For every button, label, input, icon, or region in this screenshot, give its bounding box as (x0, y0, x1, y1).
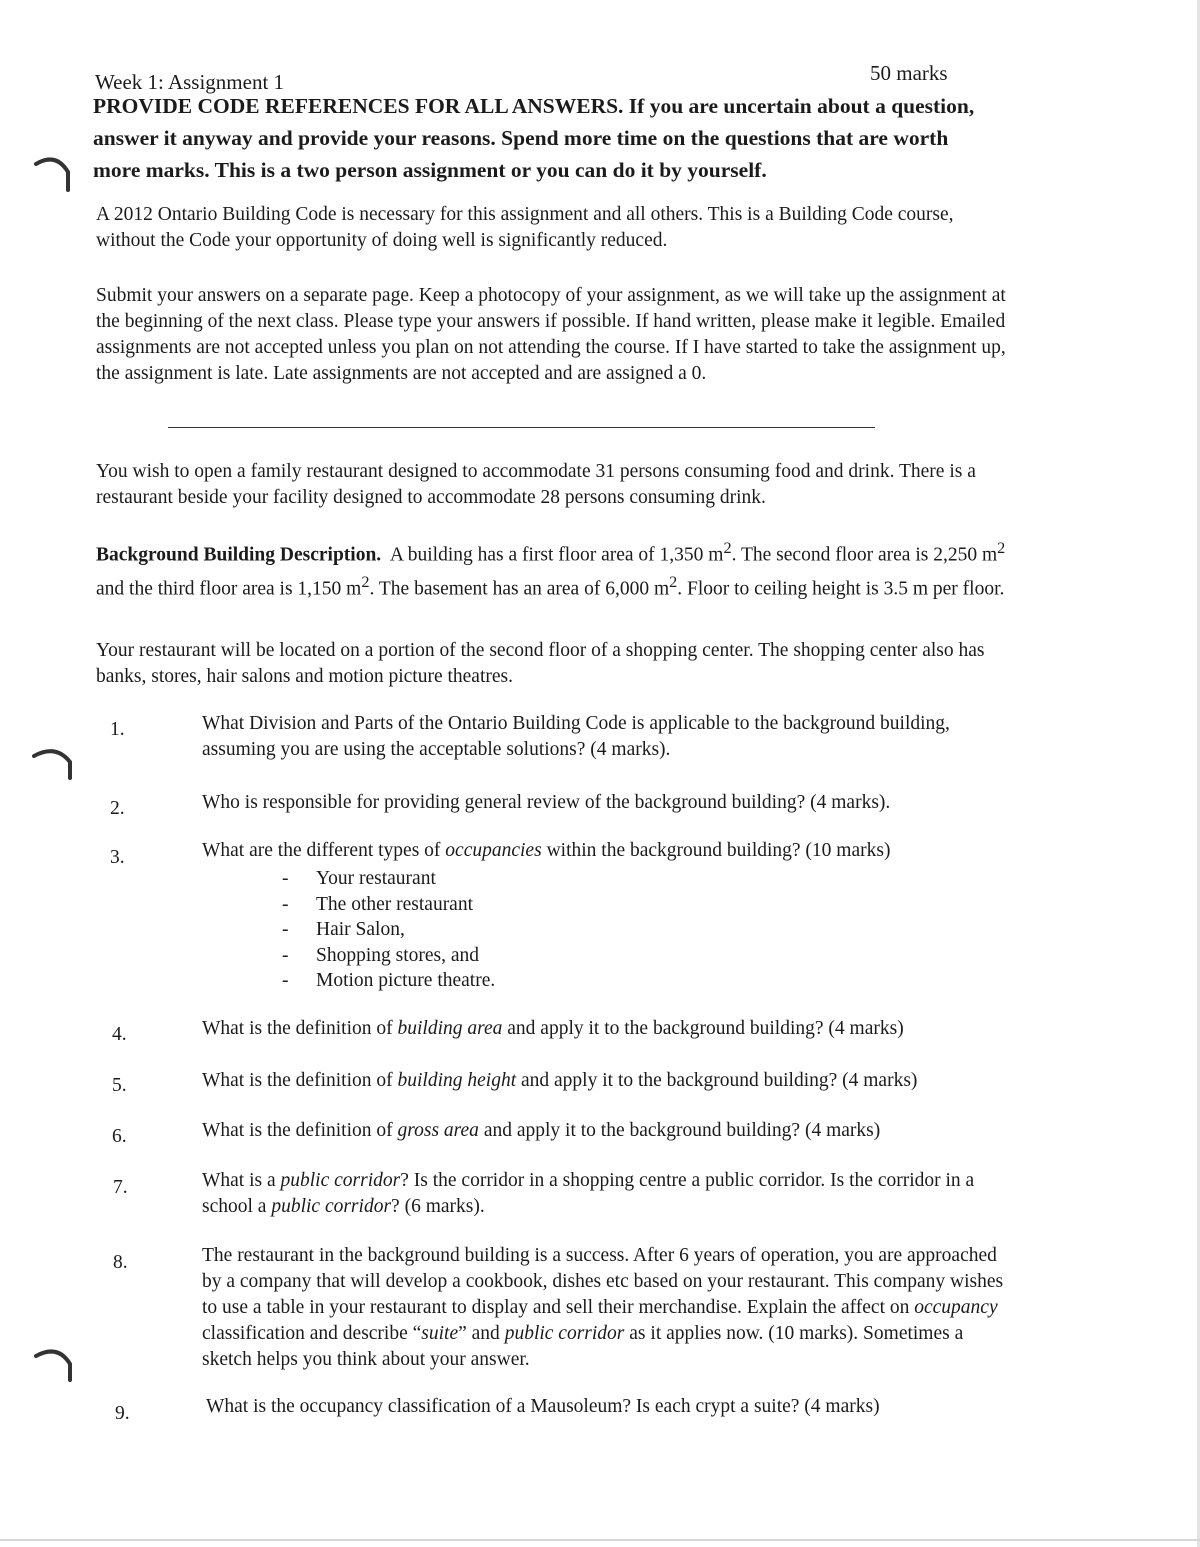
question-3-text (202, 838, 1022, 864)
question-number: 9. (115, 1403, 130, 1424)
question-3-pre: What are the different types of (202, 840, 446, 861)
question-number: 4. (112, 1024, 127, 1045)
location-paragraph: Your restaurant will be located on a portion of the second floor of a shopping center. The shopping center also has banks, stores, hair salons and motion picture theatres. (96, 640, 985, 687)
question-5-text (202, 1068, 1032, 1094)
question-8-mid2: ” and (458, 1323, 505, 1344)
question-number: 6. (112, 1126, 127, 1147)
list-item: - Shopping stores, and (282, 943, 495, 969)
question-6-pre: What is the definition of (202, 1120, 398, 1141)
term-occupancy: occupancy (914, 1297, 998, 1318)
submission-paragraph: Submit your answers on a separate page. Keep a photocopy of your assignment, as we will take up the assignment at the beginning of the next class. Please type your answers if possible. If hand written, please make it legible. Emailed assignments are not accepted unless you plan on not attending the course. If I have started to take the assignment up, the assignment is late. Late assignments are not accepted and are assigned a 0. (96, 285, 1006, 384)
scan-edge (0, 1539, 1200, 1541)
superscript: 2 (361, 572, 370, 591)
question-8-text (202, 1243, 1012, 1373)
question-4-pre: What is the definition of (202, 1018, 398, 1039)
list-item: - Motion picture theatre. (282, 968, 495, 994)
instructions-bold: PROVIDE CODE REFERENCES FOR ALL ANSWERS. If you are uncertain about a question, answer it anyway and provide your reasons. Spend more time on the questions that are worth more marks. This is a two person assignment or you can do it by yourself. (93, 94, 975, 182)
question-number: 8. (113, 1252, 128, 1273)
question-6-post: and apply it to the background building? (4 marks) (478, 1120, 881, 1141)
question-8-mid: classification and describe “ (202, 1323, 422, 1344)
question-number: 7. (113, 1177, 128, 1198)
question-7-pre: What is a (202, 1170, 281, 1191)
background-text: . Floor to ceiling height is 3.5 m per floor. (677, 578, 1005, 599)
question-7-text (202, 1168, 992, 1220)
term-public-corridor: public corridor (271, 1196, 392, 1217)
background-text: . The basement has an area of 6,000 m (369, 578, 670, 599)
section-divider (168, 427, 875, 428)
question-number: 2. (110, 798, 125, 819)
assignment-title: Week 1: Assignment 1 (95, 70, 285, 94)
superscript: 2 (997, 539, 1006, 557)
list-item: - The other restaurant (282, 892, 495, 918)
background-text: . The second floor area is 2,250 m (731, 544, 998, 566)
question-4-text (202, 1016, 1022, 1042)
scenario-paragraph: You wish to open a family restaurant designed to accommodate 31 persons consuming food and drink. There is a restaurant beside your facility designed to accommodate 28 persons consuming drink. (96, 461, 976, 508)
term-gross-area: gross area (397, 1120, 479, 1141)
question-8-post: as it applies now. (10 marks). Sometimes a sketch helps you think about your answer. (202, 1323, 964, 1370)
question-2-text: Who is responsible for providing general review of the background building? (4 marks). (202, 792, 891, 813)
question-8-pre: The restaurant in the background building is a success. After 6 years of operation, you are approached by a company that will develop a cookbook, dishes etc based on your restaurant. This company wishes to use a table in your restaurant to display and sell their merchandise. Explain the affect on (202, 1245, 1004, 1318)
term-public-corridor: public corridor (280, 1170, 401, 1191)
term-building-area: building area (397, 1018, 503, 1039)
superscript: 2 (723, 539, 732, 557)
list-item: - Your restaurant (282, 866, 495, 892)
binder-hole-mark-icon (18, 740, 76, 788)
question-9-text: What is the occupancy classification of a Mausoleum? Is each crypt a suite? (4 marks) (206, 1396, 880, 1417)
binder-hole-mark-icon (18, 150, 76, 198)
question-3-post: within the background building? (10 marks) (541, 840, 891, 861)
term-occupancies: occupancies (445, 840, 542, 861)
question-number: 1. (110, 719, 125, 740)
code-requirement-paragraph: A 2012 Ontario Building Code is necessary for this assignment and all others. This is a Building Code course, without the Code your opportunity of doing well is significantly reduced. (96, 204, 954, 251)
question-number: 5. (112, 1075, 127, 1096)
background-text: A building has a first floor area of 1,350 m (389, 544, 724, 566)
total-marks: 50 marks (870, 61, 948, 85)
term-public-corridor: public corridor (504, 1323, 625, 1344)
question-5-pre: What is the definition of (202, 1070, 398, 1091)
occupancy-list (282, 866, 495, 994)
question-7-mid: ? Is the corridor in a shopping centre a public corridor. Is the corridor in a school a (202, 1170, 975, 1217)
background-description-paragraph (96, 535, 1016, 602)
question-6-text (202, 1118, 1022, 1144)
binder-hole-mark-icon (18, 1340, 76, 1388)
question-7-post: ? (6 marks). (391, 1196, 485, 1217)
superscript: 2 (669, 572, 678, 591)
background-text: and the third floor area is 1,150 m (96, 578, 362, 599)
term-building-height: building height (397, 1070, 517, 1091)
list-item: - Hair Salon, (282, 917, 495, 943)
question-number: 3. (110, 847, 125, 868)
question-1-text: What Division and Parts of the Ontario Building Code is applicable to the background building, assuming you are using the acceptable solutions? (4 marks). (202, 713, 950, 760)
question-5-post: and apply it to the background building? (4 marks) (516, 1070, 918, 1091)
term-suite: suite (421, 1323, 459, 1344)
question-4-post: and apply it to the background building? (4 marks) (502, 1018, 904, 1039)
background-heading: Background Building Description. (96, 544, 382, 566)
